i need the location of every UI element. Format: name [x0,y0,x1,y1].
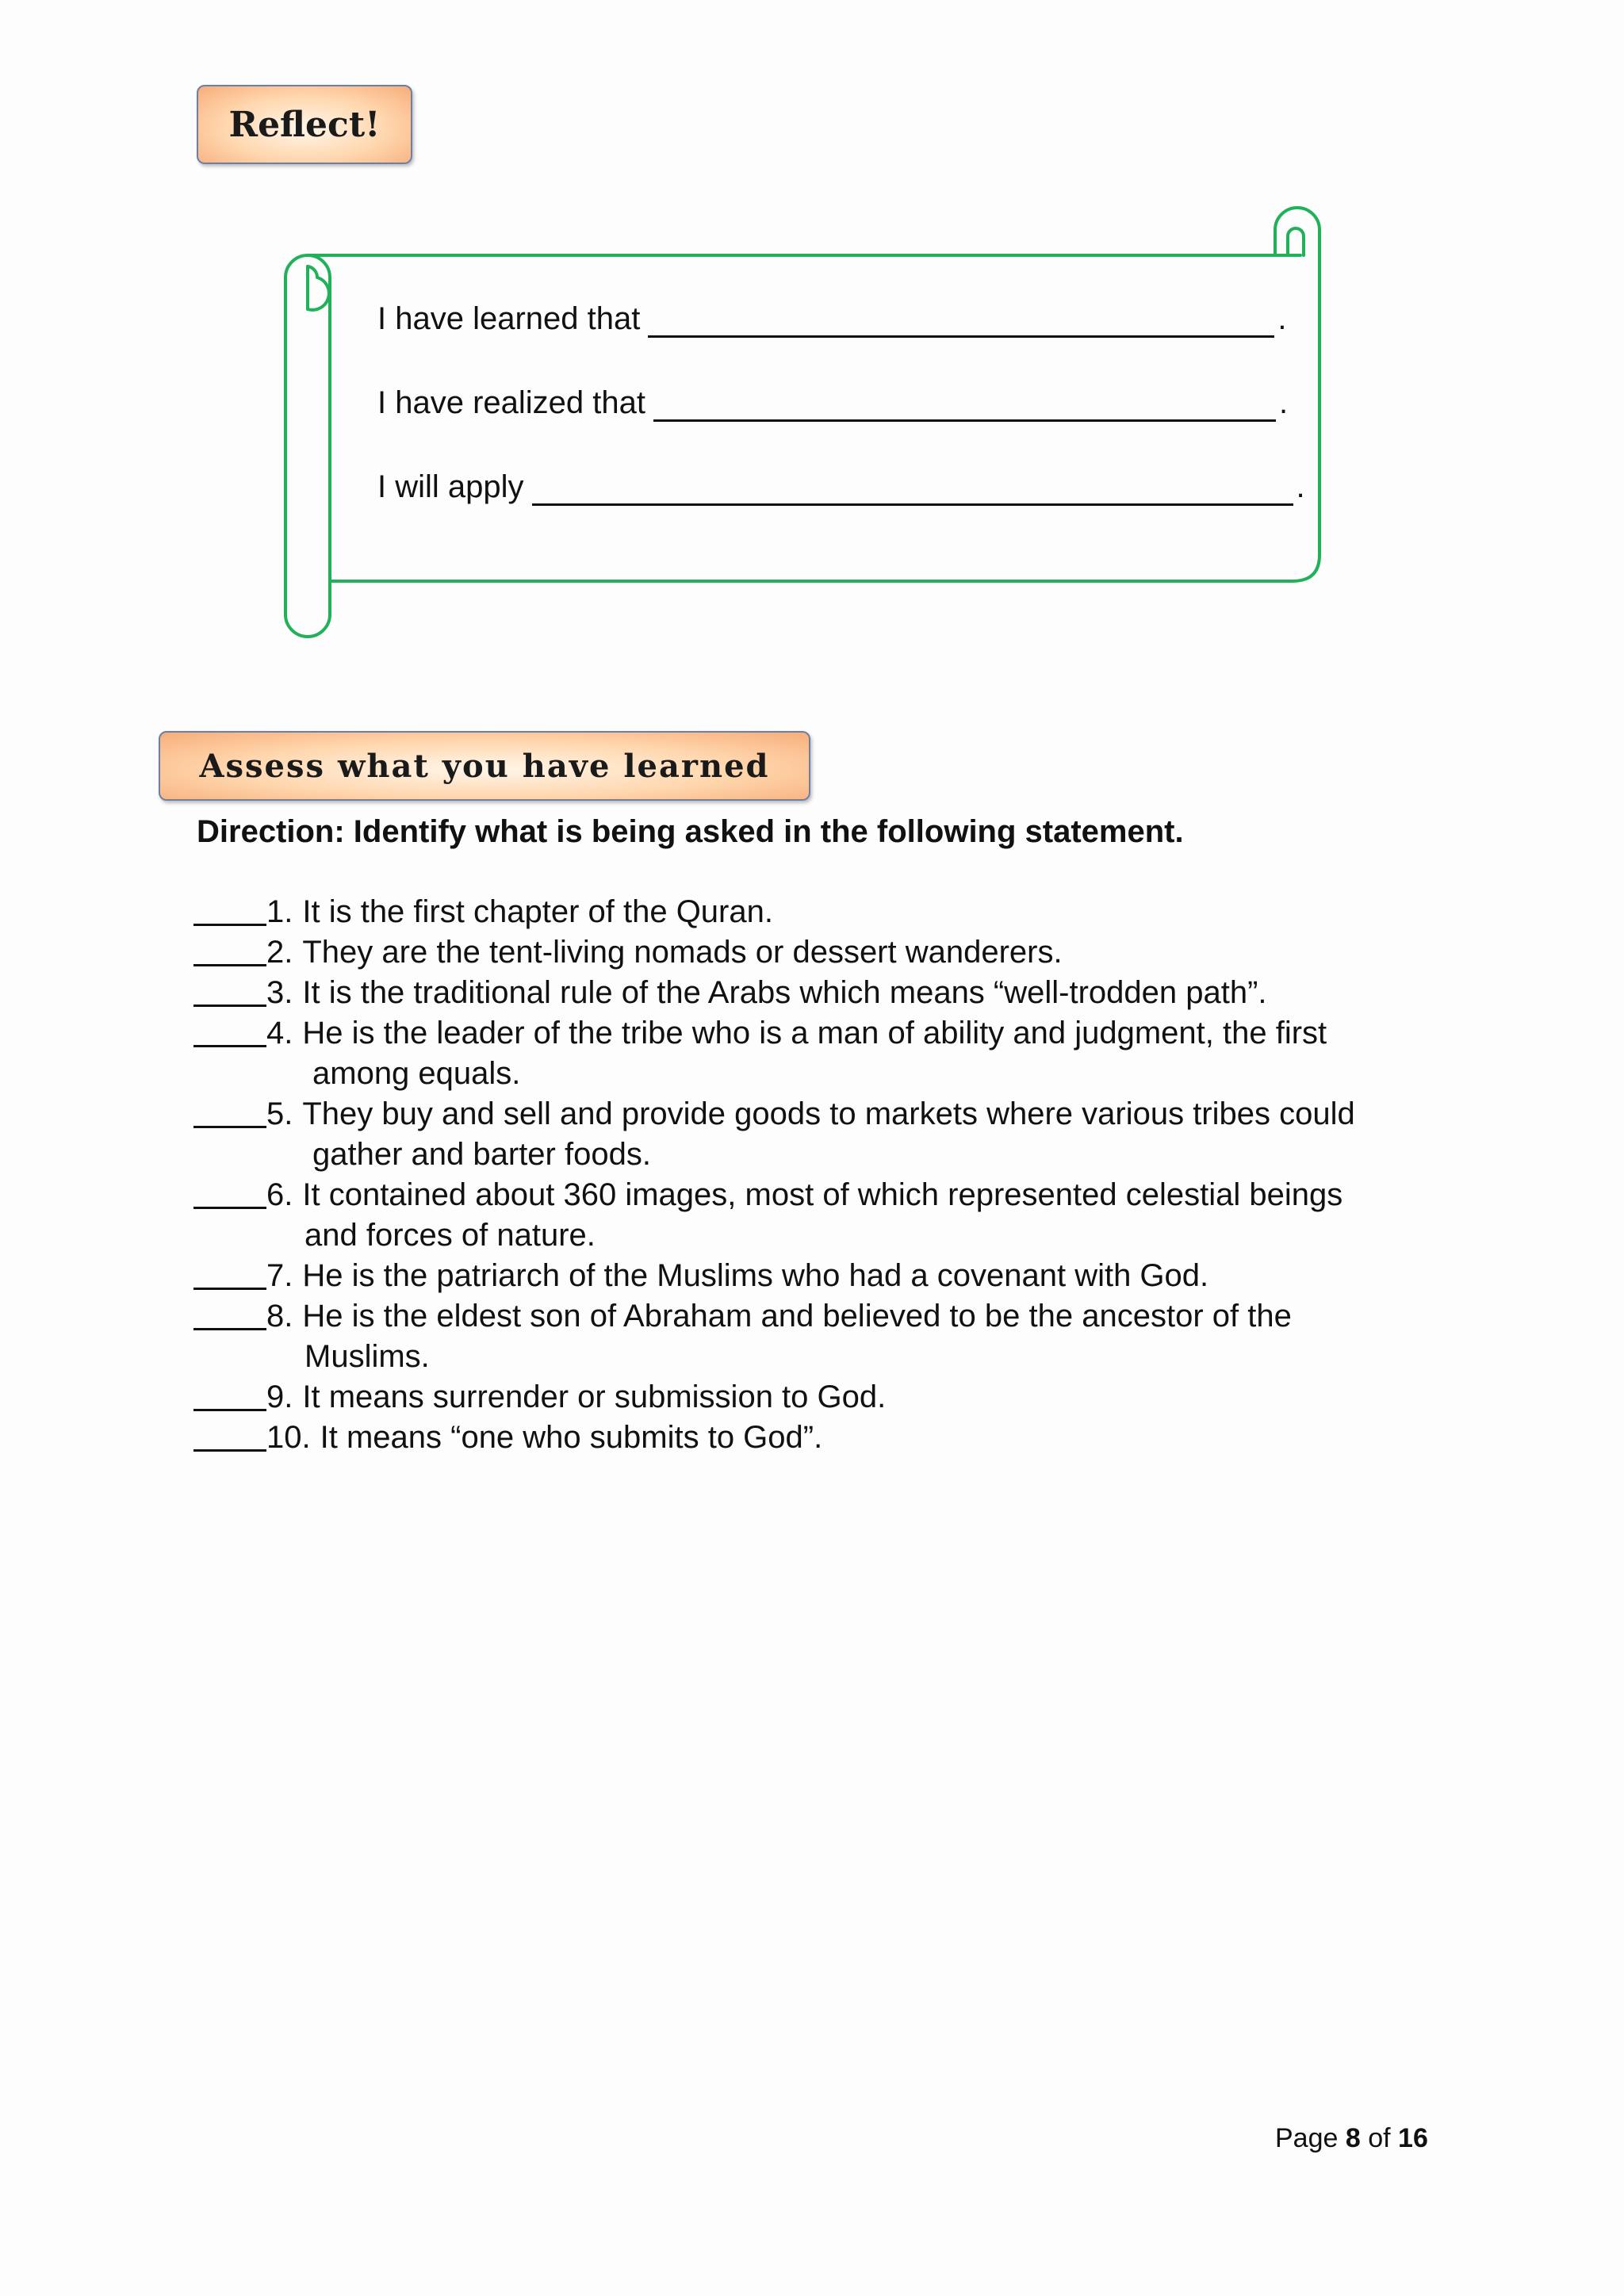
question-number: 1. [266,894,293,929]
question-item [193,1418,1431,1458]
question-text: It means “one who submits to God”. [320,1420,823,1455]
page-prefix: Page [1275,2123,1346,2153]
prompt-end: . [1279,385,1289,420]
question-number: 8. [266,1299,293,1334]
question-number: 5. [266,1096,293,1131]
question-item [193,1094,1431,1135]
page-current: 8 [1345,2123,1361,2153]
question-text-continued: Muslims. [304,1339,430,1374]
answer-blank[interactable] [193,1256,266,1290]
question-text: He is the eldest son of Abraham and believed to be the ancestor of the [302,1299,1292,1334]
question-item [193,1296,1431,1337]
question-text: It is the first chapter of the Quran. [302,894,773,929]
answer-blank[interactable] [193,1377,266,1411]
question-item [193,1013,1431,1054]
page-total: 16 [1398,2123,1428,2153]
question-text: It means surrender or submission to God. [302,1380,887,1414]
answer-blank[interactable] [193,1013,266,1047]
prompt-end: . [1277,301,1287,336]
prompt-end: . [1296,469,1305,504]
prompt-label: I will apply [377,469,524,504]
question-number: 10. [266,1420,311,1455]
question-number: 2. [266,935,293,970]
question-number: 6. [266,1177,293,1212]
question-text: He is the patriarch of the Muslims who had a covenant with God. [302,1258,1209,1293]
answer-blank[interactable] [193,932,266,966]
answer-blank[interactable] [193,1418,266,1452]
answer-blank[interactable] [653,389,1276,422]
answer-blank[interactable] [648,305,1274,338]
reflect-heading: Reflect! [197,85,412,164]
question-number: 9. [266,1380,293,1414]
answer-blank[interactable] [193,1175,266,1209]
question-number: 3. [266,975,293,1010]
question-item [193,1256,1431,1296]
answer-blank[interactable] [532,473,1293,506]
reflect-prompt-learned [377,300,1286,338]
direction-text: Direction: Identify what is being asked in the following statement. [197,814,1184,849]
answer-blank[interactable] [193,973,266,1007]
reflect-prompt-apply [377,468,1305,506]
prompt-label: I have learned that [377,301,641,336]
question-text: He is the leader of the tribe who is a man of ability and judgment, the first [302,1016,1327,1050]
question-text: They buy and sell and provide goods to markets where various tribes could [302,1096,1355,1131]
question-text: It contained about 360 images, most of which represented celestial beings [302,1177,1343,1212]
question-item [193,973,1431,1013]
question-text: They are the tent-living nomads or dessert wanderers. [302,935,1063,970]
question-number: 4. [266,1016,293,1050]
question-item [193,932,1431,973]
answer-blank[interactable] [193,1296,266,1330]
question-number: 7. [266,1258,293,1293]
question-list [193,892,1431,1458]
question-text: It is the traditional rule of the Arabs which means “well-trodden path”. [302,975,1267,1010]
page-of: of [1360,2123,1399,2153]
question-item [193,1377,1431,1418]
prompt-label: I have realized that [377,385,645,420]
question-text-continued: among equals. [312,1056,521,1091]
answer-blank[interactable] [193,892,266,926]
reflect-prompt-realized [377,384,1288,422]
question-text-continued: gather and barter foods. [312,1137,651,1172]
question-item [193,1175,1431,1215]
answer-blank[interactable] [193,1094,266,1128]
question-text-continued: and forces of nature. [304,1218,596,1253]
question-item [193,892,1431,932]
page-number [1275,2122,1428,2155]
assess-heading: Assess what you have learned [159,731,810,801]
